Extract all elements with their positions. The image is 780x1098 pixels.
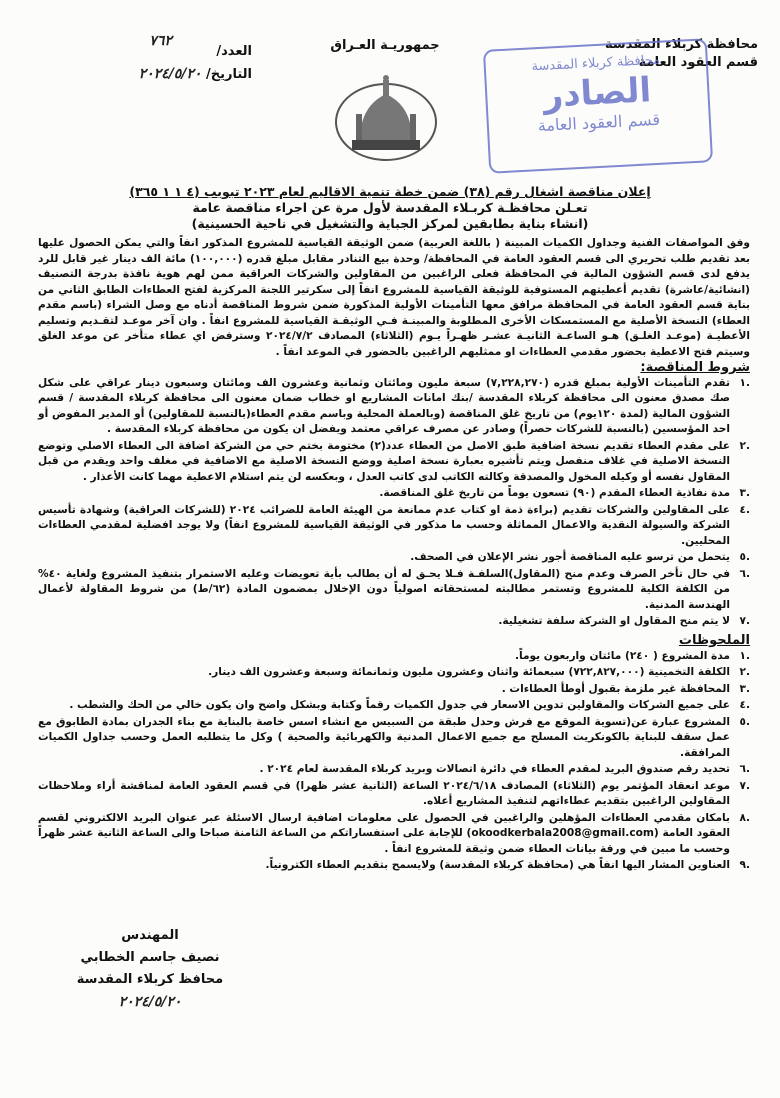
list-item (38, 682, 750, 698)
list-item (38, 439, 750, 486)
item-number: .٤ (739, 503, 750, 516)
item-number: .١ (739, 376, 750, 389)
conditions-list (38, 376, 750, 630)
item-text: على المقاولين والشركات تقديم (براءة ذمة او كتاب عدم ممانعة من الهيئة العامة للضرائب ٢٠٢٤ (للشركات العراقية) وشهادة تأسيس الشركة والسيولة النقدية والاعمال المماثلة وحسب ما مذكور في الوثيقة القياسية للمشروع انفاً) ولا يوجد افضلية لمقدمي العطاءات المحليين. (38, 503, 730, 547)
list-item (38, 811, 750, 858)
governorate-logo (330, 70, 442, 166)
item-text: العناوين المشار اليها انفاً هي (محافظة كربلاء المقدسة) ولايسمح بتقديم العطاء الكترونياً. (265, 859, 730, 871)
list-item (38, 550, 750, 566)
item-text: على جميع الشركات والمقاولين تدوين الاسعار في جدول الكميات رقماً وكتابة وبشكل واضح وان يكون خالي من الحك والشطب . (69, 699, 730, 711)
item-text: تحديد رقم صندوق البريد لمقدم العطاء في دائرة اتصالات وبريد كربلاء المقدسة لعام ٢٠٢٤ . (259, 763, 730, 775)
reference-date (62, 63, 252, 86)
item-number: .٥ (739, 551, 750, 563)
item-number: .٧ (739, 779, 750, 792)
signature-block (60, 925, 240, 1013)
number-value: ٧٦٢ (149, 33, 172, 49)
item-number: .٧ (739, 615, 750, 627)
item-text: المشروع عبارة عن(تسوية الموقع مع فرش وحدل طبقة من السبيس مع انشاء اسس خاصة بالبناية مع بناء الجدران بمادة الطابوق مع عمل سقف للبناية بالكونكريت المسلح مع جميع الاعمال المدنية والكهربائية والصحية ) وكل ما يتطلبه العمل وحسب جداول الكميات المرافقة. (38, 715, 730, 759)
list-item (38, 614, 750, 630)
item-text: بامكان مقدمي العطاءات المؤهلين والراغبين في الحصول على معلومات اضافية ارسال الاسئلة عبر عنوان البريد الالكتروني لقسم العقود العامة (okoodkerbala2008@gmail.com) للإجابة على استفساراتكم من الساعة الثامنة صباحا والى الساعة الثانية عشر ظهراً وحسب ما مبين في ورقة بيانات العطاء ضمن وثيقة للمشروع انفاً . (38, 811, 730, 855)
date-label: التاريخ/ (205, 67, 252, 82)
reference-block (62, 33, 252, 86)
intro-paragraph: وفق المواصفات الفنية وجداول الكميات المبينة ( باللغة العربية) ضمن الوثيقة القياسية للمشروع المذكور انفاً والتي يمكن الحصول عليها بعد تقديم طلب تحريري الى قسم العقود العامة في المحافظة/ وحدة بيع التنادر مقابل مبلغ قدره (١٠٠,٠٠٠) مائة الف دينار غير قابل للرد يدفع لدى قسم الشؤون المالية في المحافظة فعلى الراغبين من المقاولين والشركات العراقية ممن لهم هوية نافذة بدرجة التصنيف (انشائية/عاشرة) تقديم أعطيتهم المستوفية للوثيقة القياسية للمشروع انفاً إلى سكرتير اللجنة المركزية لفتح العطاءات الطابق الثاني من بناية قسم العقود العامة في المحافظة مرافق معها التأمينات الأولية المذكورة ضمن شروط المناقصة أدناه مع وصل الشراء (باسم مقدم العطاء) النسخة الأصلية مع المستمسكات الأخرى المطلوبة والمبينـة فـي الوثيقـة القياسية للمشروع انفاً . وان آخر موعـد لتقـديم وتسليم الأعطيـة (موعـد الغلـق) هـو الساعـة الثانيـة عشـر ظهـراً يـوم (الثلاثاء) المصادف ٢٠٢٤/٧/٢ وسترفض اي عطاء متأخر عن موعد الغلق وسيتم فتح الاعطية بحضور مقدمي العطاءات او ممثليهم الراغبين بالحضور في الموعد انفاً . (38, 237, 750, 358)
reference-number (62, 33, 252, 63)
item-text: يتحمل من ترسو عليه المناقصة أجور نشر الإعلان في الصحف. (410, 551, 730, 563)
date-value: ٢٠٢٤/٥/٢٠ (138, 66, 202, 82)
item-number: .١ (739, 649, 750, 662)
item-number: .٤ (739, 699, 750, 711)
notes-title: الملحوظات (678, 633, 750, 648)
announcement-title (40, 184, 740, 232)
outgoing-stamp (483, 38, 713, 174)
country-header: جمهوريـة العـراق (330, 38, 440, 53)
list-item (38, 858, 750, 874)
list-item (38, 486, 750, 502)
item-number: .٢ (739, 666, 750, 678)
conditions-title: شروط المناقصة: (640, 360, 750, 375)
item-text: المحافظة غير ملزمة بقبول أوطأ العطاءات . (501, 682, 730, 695)
signatory-position: محافظ كربلاء المقدسة (76, 972, 224, 987)
item-number: .٢ (739, 439, 750, 452)
issuer-department: قسم العقود العامة (638, 55, 758, 70)
list-item (38, 779, 750, 810)
number-label: العدد/ (216, 44, 252, 59)
signatory-name: نصيف جاسم الخطابي (80, 950, 220, 965)
item-text: موعد انعقاد المؤتمر يوم (الثلاثاء) المصادف ٢٠٢٤/٦/١٨ الساعة (الثانية عشر ظهرا) في قسم العقود العامة لمناقشة أراء وملاحظات المقاولين الراغبين بتقديم عطاءاتهم لتنفيذ المشاريع أعلاه. (38, 779, 731, 807)
item-number: .٩ (739, 859, 750, 871)
list-item (38, 665, 750, 681)
tender-subtitle: تعـلن محافظـة كربـلاء المقدسة لأول مرة عن اجراء مناقصة عامة (192, 200, 588, 215)
list-item (38, 649, 750, 665)
list-item (38, 698, 750, 714)
item-text: على مقدم العطاء تقديم نسخة اضافية طبق الاصل من العطاء عدد(٢) مختومة بختم حي من الشركة اضافة الى العطاء الاصلي وتوضع النسخة الاصلية في غلاف منفصل ويتم تأشيره بعبارة نسخة اصلية ووضع النسخة الاصلية مع الاضافية في مغلف واحد ويقدم من قبل المقاول نفسه أو وكيله المخول والمصدقة وكالته الكاتب لدى كاتب العدل ، وبعكسه لن يتم استلام الاعطية مهما كانت الأعذار . (38, 439, 731, 483)
list-item (38, 567, 750, 614)
stamp-label: الصادر (542, 70, 653, 116)
stamp-issuer: محافظة كربلاء المقدسة (531, 52, 661, 75)
notes-section (38, 633, 750, 875)
item-text: مدة المشروع ( ٢٤٠) مائتان واربعون يوماً. (514, 649, 730, 662)
notes-list (38, 649, 750, 874)
list-item (38, 376, 750, 438)
item-number: .٥ (739, 715, 750, 728)
project-name: (انشاء بناية بطابقين لمركز الجباية والتشغيل في ناحية الحسينية) (191, 216, 589, 231)
item-text: الكلفة التخمينية (٧٢٢,٨٢٧,٠٠٠) سبعمائة واثنان وعشرون مليون وثمانمائة وسبعة وعشرون الف دينار. (208, 666, 730, 678)
item-number: .٦ (739, 763, 750, 775)
signatory-title: المهندس (121, 928, 179, 943)
tender-title: إعلان مناقصة اشغال رقم (٣٨) ضمن خطة تنمية الاقاليم لعام ٢٠٢٣ تبويب (٤ ١ ١ ٣٦٥) (129, 184, 651, 199)
signature-date: ٢٠٢٤/٥/٢٠ (118, 994, 182, 1010)
item-text: تقدم التأمينات الأولية بمبلغ قدره (٧,٢٢٨,٢٧٠) سبعة مليون ومائتان وثمانية وعشرون الف ومائتان وسبعون دينار عراقي على شكل صك مصدق معنون الى محافظة كربلاء المقدسة /بنك امانات المشاريع او خطاب ضمان معنون الى محافظة كربلاء المقدسة / قسم الشؤون المالية (لمدة ١٢٠يوم) من تاريخ غلق المناقصة (وبالعملة المحلية وباسم مقدم العطاء(بالنسبة للمقاولين) أو المدير المفوض أو احد المؤسسين (بالنسبة للشركات حصراً) وصادر عن مصرف عراقي معتمد ويفضل ان يكون من محافظة كربلاء المقدسة . (38, 376, 730, 435)
list-item (38, 715, 750, 762)
item-number: .٣ (739, 487, 750, 499)
item-number: .٦ (739, 567, 750, 580)
item-text: لا يتم منح المقاول او الشركة سلفة تشغيلية. (498, 615, 730, 627)
conditions-section (38, 360, 750, 631)
item-text: مدة نفاذية العطاء المقدم (٩٠) تسعون يوماً من تاريخ غلق المناقصة. (379, 487, 730, 499)
item-text: في حال تأخر الصرف وعدم منح (المقاول)السلفـة فـلا يحـق له أن يطالب بأية تعويضات وعليه الاستمرار بتنفيذ المشروع ولغاية ٤٠% من الكلفة الكلية للمشروع وتستمر مطالبته لمستحقاته اصولياً دون الإخلال بمضمون المادة (٦٢/ط) من شروط المقاولة لأعمال الهندسة المدنية. (38, 567, 730, 611)
issuer-name: محافظة كربلاء المقدسة (604, 37, 758, 52)
item-number: .٣ (739, 682, 750, 695)
stamp-department: قسم العقود العامة (537, 109, 661, 136)
item-number: .٨ (739, 811, 750, 824)
list-item (38, 503, 750, 550)
list-item (38, 762, 750, 778)
